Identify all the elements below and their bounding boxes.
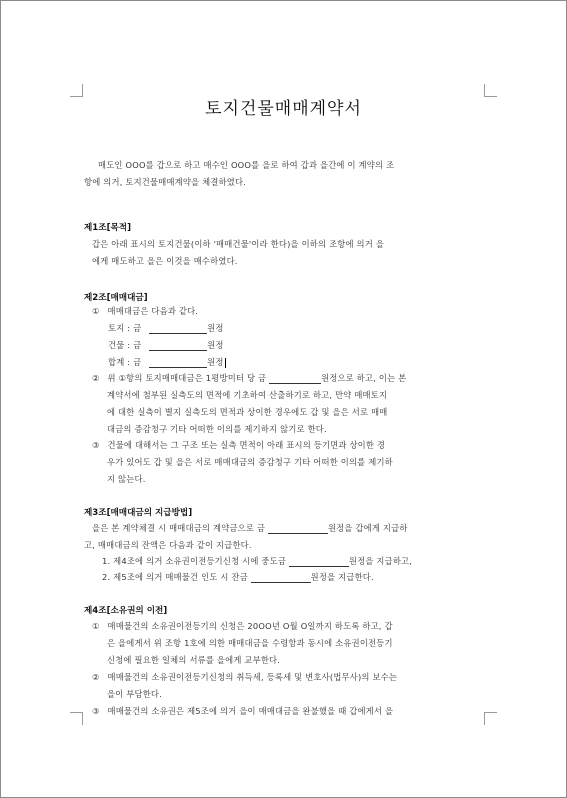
item-text: 위 ①항의 토지매매대금은 1평방미터 당 금 [107, 373, 267, 383]
balance-blank [251, 573, 311, 583]
intro-line-1: 매도인 OOO를 갑으로 하고 매수인 OOO를 을로 하여 갑과 을간에 이 계약의 조 [98, 160, 395, 170]
article-1-line-1: 갑은 아래 표시의 토지건물(이하 '매매건물'이라 한다)을 이하의 조항에 의거 을 [92, 239, 385, 249]
price-row-building [108, 339, 224, 351]
article-3-sub-2 [102, 571, 374, 583]
text-cursor [225, 358, 226, 368]
article-4-item-2-line-2: 을이 부담한다. [107, 689, 162, 699]
article-2-item-1 [92, 305, 198, 317]
article-2-item-2-line-3: 에 대한 실측이 별지 실측도의 면적과 상이한 경우에도 갑 및 을은 서로 매매 [107, 407, 388, 417]
item-text: 건물에 대해서는 그 구조 또는 실측 면적이 아래 표시의 등기면과 상이한 경 [107, 440, 386, 450]
article-2-item-2-line-2: 계약서에 첨부된 실측도의 면적에 기초하여 산출하기로 하고, 만약 매매토지 [107, 390, 388, 400]
item-text: 매매대금은 다음과 같다. [107, 306, 199, 316]
article-3-line-1 [92, 522, 408, 534]
item-marker: ① [92, 306, 100, 316]
article-4-item-1-line-3: 신청에 필요한 일체의 서류를 을에게 교부한다. [107, 655, 281, 665]
article-1-line-2: 에게 매도하고 을은 이것을 매수하였다. [92, 256, 238, 266]
item-marker: ② [92, 672, 100, 682]
document-title: 토지건물매매계약서 [205, 99, 362, 119]
item-marker: ③ [92, 706, 100, 716]
line-text-cont: 원정을 지급한다. [310, 572, 374, 582]
article-2-item-2-line-1 [92, 372, 406, 384]
item-marker: ② [92, 373, 100, 383]
deposit-blank [268, 524, 328, 534]
price-label: 건물 : 금 [108, 340, 142, 350]
item-marker: ① [92, 621, 100, 631]
price-unit: 원정 [207, 357, 224, 367]
article-4-item-2-line-1 [92, 671, 397, 683]
article-2-item-3-line-2: 우가 있어도 갑 및 을은 서로 매매대금의 증감청구 기타 어떠한 이의를 제기하 [107, 457, 393, 467]
line-text: 2. 제5조에 의거 매매물건 인도 시 잔금 [102, 572, 248, 582]
line-text: 1. 제4조에 의거 소유권이전등기신청 시에 중도금 [102, 556, 287, 566]
item-text: 매매물건의 소유권이전등기의 신청은 20OO년 O월 O일까지 하도록 하고, 갑 [107, 621, 393, 631]
article-2-heading: 제2조[매매대금] [84, 293, 148, 303]
item-text: 매매물건의 소유권은 제5조에 의거 을이 매매대금을 완불했을 때 갑에게서 을 [107, 706, 394, 716]
article-3-sub-1 [102, 555, 412, 567]
article-3-heading: 제3조[매매대금의 지급방법] [84, 508, 193, 518]
price-blank-land [149, 324, 207, 334]
article-4-item-1-line-2: 은 을에게서 위 조항 1호에 의한 매매대금을 수령함과 동시에 소유권이전등기 [107, 638, 393, 648]
line-text-cont: 원정을 갑에게 지급하 [327, 523, 408, 533]
item-text-cont: 원정으로 하고, 이는 본 [321, 373, 407, 383]
article-2-item-3-line-3: 지 않는다. [107, 474, 146, 484]
article-4-heading: 제4조[소유권의 이전] [84, 606, 168, 616]
crop-mark-bottom-left [70, 712, 83, 725]
item-marker: ③ [92, 440, 100, 450]
article-4-item-3-line-1 [92, 705, 393, 717]
article-1-heading: 제1조[목적] [84, 223, 132, 233]
article-3-line-2: 고, 매매대금의 잔액은 다음과 같이 지급한다. [84, 540, 252, 550]
price-unit: 원정 [207, 340, 224, 350]
intro-line-2: 항에 의거, 토지건물매매계약을 체결하였다. [84, 177, 247, 187]
article-4-item-1-line-1 [92, 620, 393, 632]
price-row-total [108, 356, 226, 368]
price-blank-total [149, 358, 207, 368]
price-blank-building [149, 341, 207, 351]
price-per-sqm-blank [269, 374, 321, 384]
interim-payment-blank [289, 557, 349, 567]
article-2-item-2-line-4: 대금의 증감청구 기타 어떠한 이의를 제기하지 않기로 한다. [107, 424, 327, 434]
crop-mark-bottom-right [484, 712, 497, 725]
price-label: 토지 : 금 [108, 323, 142, 333]
line-text-cont: 원정을 지급하고, [348, 556, 413, 566]
line-text: 을은 본 계약체결 시 매매대금의 계약금으로 금 [92, 523, 266, 533]
price-label: 합계 : 금 [108, 357, 142, 367]
item-text: 매매물건의 소유권이전등기신청의 취득세, 등록세 및 변호사(법무사)의 보수는 [107, 672, 398, 682]
price-row-land [108, 322, 224, 334]
price-unit: 원정 [207, 323, 224, 333]
article-2-item-3-line-1 [92, 439, 385, 451]
